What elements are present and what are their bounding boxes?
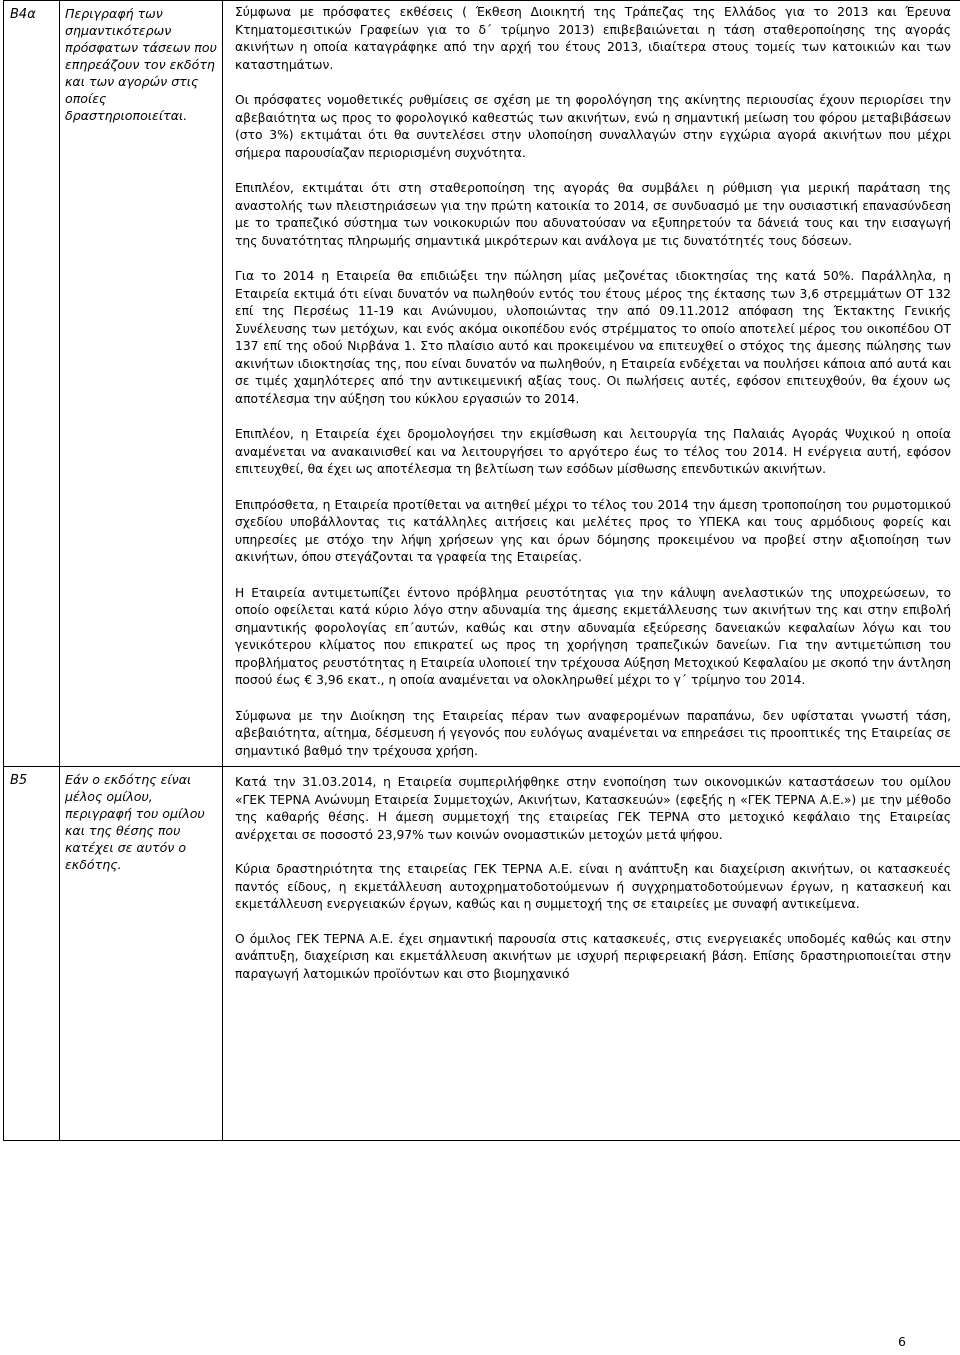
prospectus-summary-table [3,0,960,1141]
section-code: Β5 [10,773,28,788]
paragraph: Η Εταιρεία αντιμετωπίζει έντονο πρόβλημα ρευστότητας για την κάλυψη ανελαστικών της υποχρεώσεων, το οποίο οφείλεται κατά κύριο λόγο στην αδυναμία της άμεσης εκμετάλλευσης των ακινήτων της και στην επιβολή σημαντικής φορολογίας επ΄αυτών, καθώς και στην αδυναμία εξεύρεσης δανειακών κεφαλαίων λόγω και του γενικότερου κλίματος που επικρατεί ως προς τη χορήγηση τραπεζικών δανείων. Για την αντιμετώπιση του προβλήματος ρευστότητας η Εταιρεία υλοποιεί την τρέχουσα Αύξηση Μετοχικού Κεφαλαίου με σκοπό την άντληση ποσού έως € 3,96 εκατ., η οποία αναμένεται να ολοκληρωθεί μέχρι το γ΄ τρίμηνο του 2014. [235,585,951,687]
section-description: Περιγραφή των σημαντικότερων πρόσφατων τάσεων που επηρεάζουν τον εκδότη και των αγορών στις οποίες δραστηριοποιείται. [65,6,217,123]
section-description-cell [60,767,223,1141]
section-description: Εάν ο εκδότης είναι μέλος ομίλου, περιγραφή του ομίλου και της θέσης που κατέχει σε αυτόν ο εκδότης. [65,772,205,872]
section-code: B4α [10,7,36,22]
paragraph: Σύμφωνα με πρόσφατες εκθέσεις ( Έκθεση Διοικητή της Τράπεζας της Ελλάδος για το 2013 και Έρευνα Κτηματομεσιτικών Γραφείων για το δ΄ τρίμηνο 2013) επιβεβαιώνεται η τάση σταθεροποίησης της αγοράς ακινήτων η οποία καταγράφηκε από την αρχή του έτους 2013, ιδιαίτερα στους τομείς των κατοικιών και των καταστημάτων. [235,5,951,72]
page-number: 6 [898,1334,906,1349]
paragraph: Κατά την 31.03.2014, η Εταιρεία συμπεριλήφθηκε στην ενοποίηση των οικονομικών καταστάσεων του ομίλου «ΓΕΚ ΤΕΡΝΑ Ανώνυμη Εταιρεία Συμμετοχών, Ακινήτων, Κατασκευών» (εφεξής η «ΓΕΚ ΤΕΡΝΑ Α.Ε.») με την μέθοδο της καθαρής θέσης. Η άμεση συμμετοχή της εταιρείας ΓΕΚ ΤΕΡΝΑ στο μετοχικό κεφάλαιο της Εταιρείας ανέρχεται σε ποσοστό 23,97% των κοινών ονομαστικών μετοχών μετά ψήφου. [235,775,951,842]
paragraph: Σύμφωνα με την Διοίκηση της Εταιρείας πέραν των αναφερομένων παραπάνω, δεν υφίσταται γνωστή τάση, αβεβαιότητα, αίτημα, δέσμευση ή γεγονός που ευλόγως αναμένεται να επηρεάσει τις προοπτικές της Εταιρείας σε σημαντικό βαθμό την τρέχουσα χρήση. [235,708,951,758]
section-code-cell [4,767,60,1141]
paragraph: Ο όμιλος ΓΕΚ ΤΕΡΝΑ Α.Ε. έχει σημαντική παρουσία στις κατασκευές, στις ενεργειακές υποδομές καθώς και στην ανάπτυξη, διαχείριση και εκμετάλλευση ακινήτων με ισχυρή περιφερειακή βάση. Επίσης δραστηριοποιείται στην παραγωγή λατομικών προϊόντων και στο βιομηχανικό [235,931,951,981]
paragraph: Επιπλέον, η Εταιρεία έχει δρομολογήσει την εκμίσθωση και λειτουργία της Παλαιάς Αγοράς Ψυχικού η οποία αναμένεται να ανακαινισθεί και να λειτουργήσει το αργότερο έως το τέλος του 2014. Η ενέργεια αυτή, εφόσον επιτευχθεί, θα έχει ως αποτέλεσμα τη βελτίωση των εσόδων μίσθωσης επενδυτικών ακινήτων. [235,427,951,476]
paragraph: Επιπλέον, εκτιμάται ότι στη σταθεροποίηση της αγοράς θα συμβάλει η ρύθμιση για μερική παράταση της αναστολής των πλειστηριάσεων για την πρώτη κατοικία το 2014, σε συνδυασμό με την ουσιαστική επανασύνδεση με το τραπεζικό σύστημα των νοικοκυριών που αδυνατούσαν να εξυπηρετούν τα δάνειά τους και την εισαγωγή της δυνατότητας πληρωμής σημαντικά μικρότερων και ανάλογα με τις δυνατότητές τους δόσεων. [235,181,951,248]
paragraph: Κύρια δραστηριότητα της εταιρείας ΓΕΚ ΤΕΡΝΑ Α.Ε. είναι η ανάπτυξη και διαχείριση ακινήτων, οι κατασκευές παντός είδους, η εκμετάλλευση αυτοχρηματοδοτούμενων ή συγχρηματοδοτούμενων έργων, η κατασκευή και εκμετάλλευση ενεργειακών έργων, καθώς και η συμμετοχή της σε εταιρείες με συναφή αντικείμενα. [235,862,951,911]
section-row-b4a [4,1,960,767]
paragraph: Οι πρόσφατες νομοθετικές ρυθμίσεις σε σχέση με τη φορολόγηση της ακίνητης περιουσίας έχουν περιορίσει την αβεβαιότητα ως προς το φορολογικό καθεστώς των ακινήτων, ενώ η σημαντική μείωση του φόρου μεταβιβάσεων (στο 3%) εκτιμάται ότι θα συντελέσει στην υλοποίηση συναλλαγών στην εγχώρια αγορά ακινήτων που μέχρι σήμερα παρουσίαζαν περιορισμένη συχνότητα. [235,93,951,160]
section-content-cell [223,767,960,1141]
section-row-b5 [4,767,960,1141]
section-description-cell [60,1,223,767]
section-content-cell [223,1,960,767]
paragraph: Επιπρόσθετα, η Εταιρεία προτίθεται να αιτηθεί μέχρι το τέλος του 2014 την άμεση τροποποίηση του ρυμοτομικού σχεδίου υποβάλλοντας τις κατάλληλες αιτήσεις και μελέτες προς το ΥΠΕΚΑ και τους αρμόδιους φορείς και υπηρεσίες με στόχο την λήψη χρήσεων γης και όρων δόμησης προκειμένου να προβεί στην αξιοποίηση των ακινήτων, όπου στεγάζονται τα γραφεία της Εταιρείας. [235,497,951,564]
paragraph: Για το 2014 η Εταιρεία θα επιδιώξει την πώληση μίας μεζονέτας ιδιοκτησίας της κατά 50%. Παράλληλα, η Εταιρεία εκτιμά ότι είναι δυνατόν να πωληθούν εντός του έτους μέρος της έκτασης των 3,6 στρεμμάτων ΟΤ 132 επί της Περσέως 11-19 και Ανώνυμου, υλοποιώντας την από 09.11.2012 απόφαση της Έκτακτης Γενικής Συνέλευσης των μετόχων, και ενός ακόμα οικοπέδου ενός στρέμματος το οποίο αποτελεί μέρος του οικοπέδου ΟΤ 137 επί της οδού Νιρβάνα 1. Στο πλαίσιο αυτό και προκειμένου να επιτευχθεί ο στόχος της άμεσης πώλησης των ακινήτων ιδιοκτησίας της, που είναι δυνατόν να πωληθούν, η Εταιρεία ενδέχεται να πουλήσει κάποια από αυτά και σε τιμές χαμηλότερες από την αντικειμενική αξίας τους. Οι πωλήσεις αυτές, εφόσον επιτευχθούν, θα έχουν ως αποτέλεσμα την αύξηση του κύκλου εργασιών το 2014. [235,269,951,406]
section-code-cell [4,1,60,767]
